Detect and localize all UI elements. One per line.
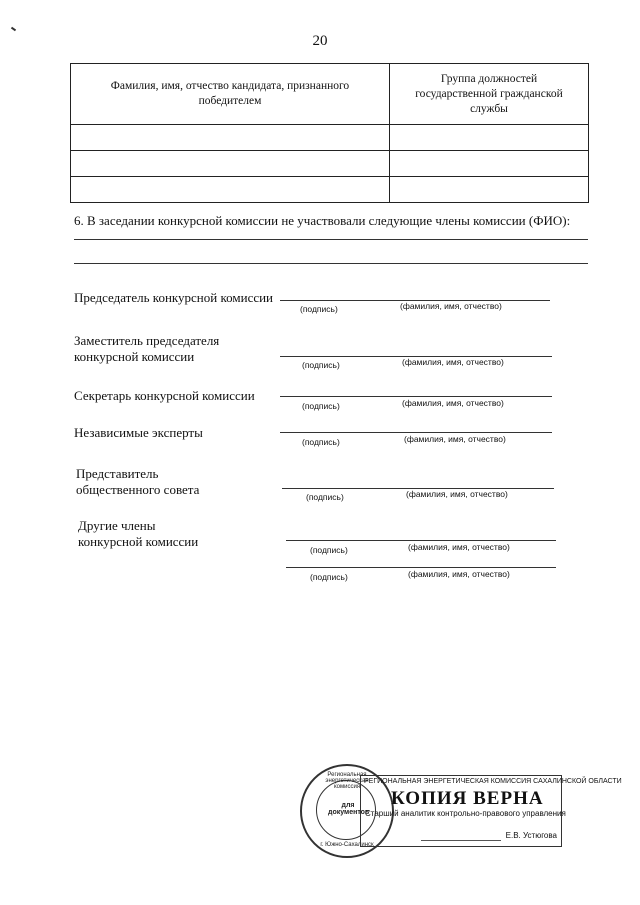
table-header-fio: Фамилия, имя, отчество кандидата, признанного победителем (71, 64, 390, 125)
fullname-caption: (фамилия, имя, отчество) (406, 489, 508, 499)
deputy-label-line2: конкурсной комиссии (74, 349, 195, 364)
table-cell (390, 125, 589, 151)
certification-name: Е.В. Устюгова (505, 831, 557, 840)
table-cell (71, 151, 390, 177)
stamp-city-text: г. Южно-Сахалинск (320, 842, 374, 848)
table-row (71, 177, 589, 203)
table-cell (390, 177, 589, 203)
fullname-caption: (фамилия, имя, отчество) (408, 542, 510, 552)
table-cell (390, 151, 589, 177)
fullname-caption: (фамилия, имя, отчество) (404, 434, 506, 444)
absent-members-line (74, 239, 588, 240)
certification-position: Старший аналитик контрольно-правового управления (365, 809, 566, 818)
signature-caption: (подпись) (310, 545, 348, 555)
signature-caption: (подпись) (302, 437, 340, 447)
secretary-signature-line (280, 396, 552, 397)
other-members-label-line1: Другие члены (78, 518, 156, 533)
chairman-label: Председатель конкурсной комиссии (74, 290, 274, 305)
deputy-label-line1: Заместитель председателя (74, 333, 220, 348)
public-council-label-line2: общественного совета (76, 482, 200, 497)
copy-certification-stamp (360, 775, 622, 847)
fullname-caption: (фамилия, имя, отчество) (402, 357, 504, 367)
signature-caption: (подпись) (306, 492, 344, 502)
page-number: 20 (312, 33, 328, 49)
public-council-label-line1: Представитель (76, 466, 159, 481)
stamp-ring-text: Региональная энергетическая комиссия (325, 772, 369, 790)
table-header-group: Группа должностей государственной гражданской службы (390, 64, 589, 125)
fullname-caption: (фамилия, имя, отчество) (400, 301, 502, 311)
absent-members-line (74, 263, 588, 264)
certification-signature-line (421, 840, 501, 841)
table-cell (71, 177, 390, 203)
other-members-signature-line (286, 567, 556, 568)
certification-heading: КОПИЯ ВЕРНА (391, 788, 544, 809)
signature-caption: (подпись) (310, 572, 348, 582)
fullname-caption: (фамилия, имя, отчество) (408, 569, 510, 579)
certification-organization: РЕГИОНАЛЬНАЯ ЭНЕРГЕТИЧЕСКАЯ КОМИССИЯ САХАЛИНСКОЙ ОБЛАСТИ (364, 778, 622, 785)
signature-caption: (подпись) (300, 304, 338, 314)
experts-label: Независимые эксперты (74, 425, 203, 440)
table-row (71, 151, 589, 177)
signature-caption: (подпись) (302, 360, 340, 370)
scan-mark (11, 27, 16, 32)
other-members-label-line2: конкурсной комиссии (78, 534, 199, 549)
signature-caption: (подпись) (302, 401, 340, 411)
table-row (71, 125, 589, 151)
table-cell (71, 125, 390, 151)
fullname-caption: (фамилия, имя, отчество) (402, 398, 504, 408)
stamp-inner-text: для документов (328, 802, 370, 816)
secretary-label: Секретарь конкурсной комиссии (74, 388, 255, 403)
item6-text: 6. В заседании конкурсной комиссии не участвовали следующие члены комиссии (ФИО): (74, 213, 571, 228)
other-members-signature-line (286, 540, 556, 541)
experts-signature-line (280, 432, 552, 433)
winners-table (70, 63, 589, 203)
table-header-row (71, 64, 589, 125)
